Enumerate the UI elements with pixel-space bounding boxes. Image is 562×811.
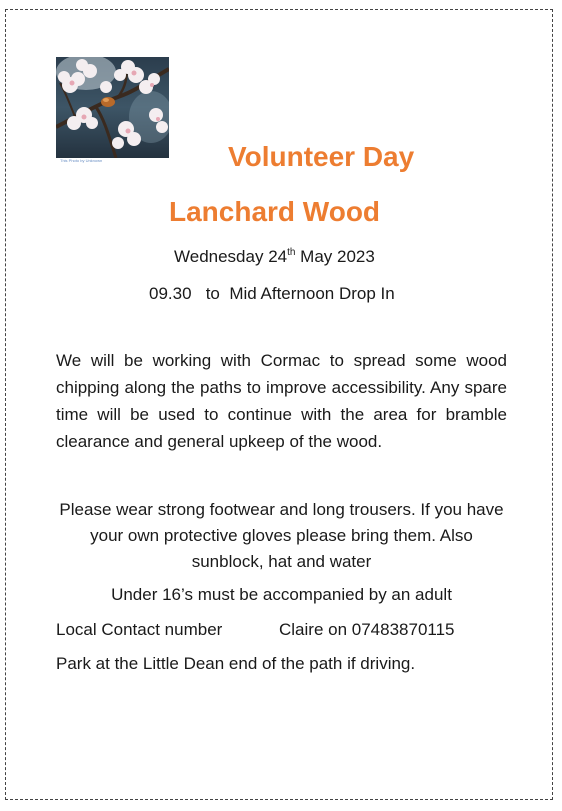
event-location: Lanchard Wood <box>169 196 381 227</box>
event-description: We will be working with Cormac to spread some wood chipping along the paths to improve accessibility. Any spare time will be used to continue with the area for bramble clearance and general upkeep of the wood. <box>56 351 507 451</box>
contact-row <box>56 619 455 641</box>
age-requirement-note: Under 16’s must be accompanied by an adult <box>111 585 452 604</box>
event-date-day: Wednesday 24 <box>174 247 288 266</box>
event-date-ordinal: th <box>287 247 296 258</box>
blossom-illustration <box>56 57 169 158</box>
parking-note: Park at the Little Dean end of the path if driving. <box>56 654 416 673</box>
event-time: 09.30 to Mid Afternoon Drop In <box>149 284 395 303</box>
clothing-note: Please wear strong footwear and long trousers. If you have your own protective gloves please bring them. Also sunblock, hat and water <box>59 500 504 571</box>
contact-value: Claire on 07483870115 <box>279 620 455 639</box>
blossom-photo <box>56 57 169 158</box>
photo-caption[interactable]: This Photo by Unknown <box>60 158 103 163</box>
event-title: Volunteer Day <box>228 141 415 172</box>
contact-label: Local Contact number <box>56 620 223 639</box>
event-date <box>174 246 375 268</box>
event-date-month-year: May 2023 <box>295 247 375 266</box>
